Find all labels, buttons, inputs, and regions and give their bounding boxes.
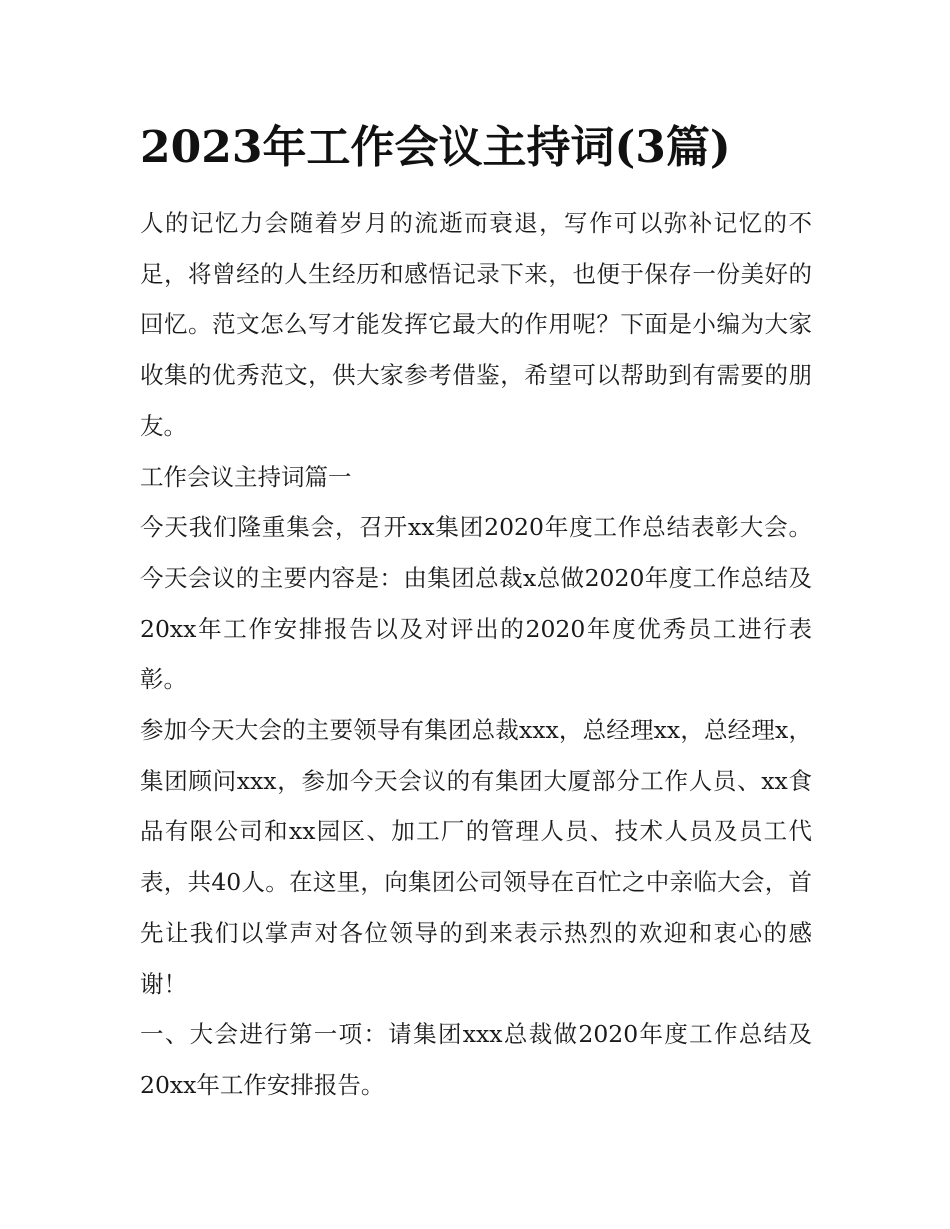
intro-paragraph: 人的记忆力会随着岁月的流逝而衰退，写作可以弥补记忆的不足，将曾经的人生经历和感悟记录下来，也便于保存一份美好的回忆。范文怎么写才能发挥它最大的作用呢？下面是小编为大家收集的优秀范文，供大家参考借鉴，希望可以帮助到有需要的朋友。 [140,209,812,440]
meeting-opening-paragraph: 今天我们隆重集会，召开xx集团2020年度工作总结表彰大会。今天会议的主要内容是：由集团总裁x总做2020年度工作总结及20xx年工作安排报告以及对评出的2020年度优秀员工进行表彰。 [140,513,812,694]
agenda-item-one: 一、大会进行第一项：请集团xxx总裁做2020年度工作总结及20xx年工作安排报告。 [140,1020,812,1099]
section-heading: 工作会议主持词篇一 [140,462,352,491]
attendees-paragraph: 参加今天大会的主要领导有集团总裁xxx，总经理xx，总经理x，集团顾问xxx，参加今天会议的有集团大厦部分工作人员、xx食品有限公司和xx园区、加工厂的管理人员、技术人员及员工代表，共40人。在这里，向集团公司领导在百忙之中亲临大会，首先让我们以掌声对各位领导的到来表示热烈的欢迎和衷心的感谢！ [140,716,812,998]
document-body [140,198,812,1111]
document-title: 2023年工作会议主持词(3篇) [140,122,731,173]
